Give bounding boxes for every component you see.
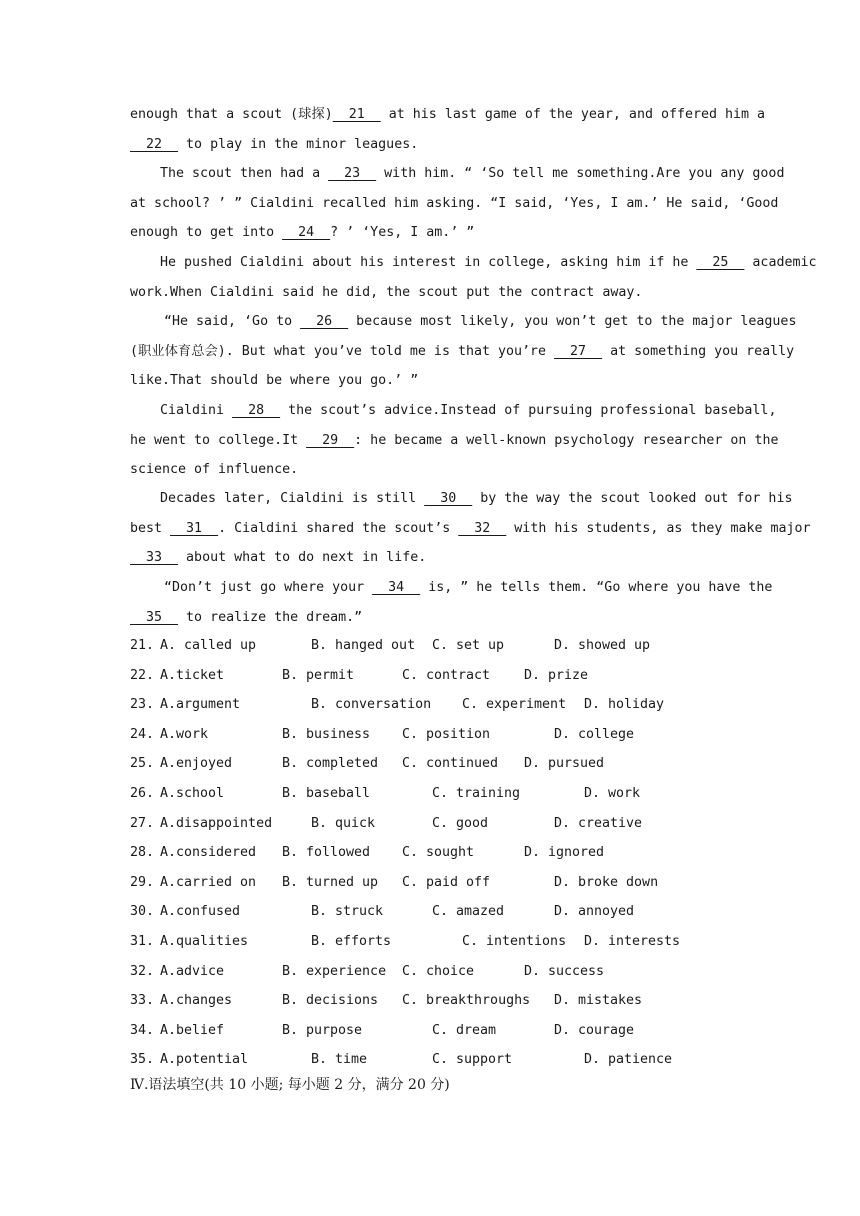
option-a[interactable]: A.ticket — [160, 667, 225, 683]
passage-text: He pushed Cialdini about his interest in college, asking him if he — [160, 255, 697, 270]
option-a[interactable]: A. called up — [160, 638, 257, 653]
passage-text: ? ’ ‘Yes, I am.’ ” — [330, 225, 475, 241]
blank-number[interactable]: 32 — [458, 520, 507, 536]
option-a[interactable]: A.advice — [160, 963, 225, 979]
passage-line — [130, 248, 817, 278]
question-number: 31. — [130, 933, 155, 949]
passage-line — [130, 159, 785, 189]
option-a[interactable]: A.confused — [160, 904, 241, 920]
question-number: 21. — [130, 638, 155, 653]
option-d[interactable]: D. patience — [584, 1052, 673, 1068]
option-d[interactable]: D. ignored — [524, 845, 605, 861]
passage-line — [130, 573, 773, 603]
blank-number[interactable]: 27 — [554, 343, 603, 359]
passage-line — [130, 189, 779, 219]
option-a[interactable]: A.changes — [160, 993, 233, 1009]
option-d[interactable]: D. creative — [554, 815, 643, 831]
option-b[interactable]: B. decisions — [282, 993, 379, 1009]
passage-text: at something you really — [602, 343, 795, 359]
option-b[interactable]: B. followed — [282, 845, 371, 861]
option-d[interactable]: D. interests — [584, 933, 681, 949]
option-a[interactable]: A.enjoyed — [160, 756, 233, 772]
passage-line — [130, 307, 797, 337]
passage-line — [130, 543, 732, 573]
passage-line — [130, 484, 793, 514]
option-d[interactable]: D. courage — [554, 1022, 635, 1038]
passage-text: by the way the scout looked out for his — [472, 491, 793, 506]
option-c[interactable]: C. support — [432, 1052, 513, 1068]
option-b[interactable]: B. hanged out — [311, 638, 416, 653]
passage-line — [130, 366, 732, 396]
question-number: 22. — [130, 667, 155, 683]
option-b[interactable]: B. completed — [282, 756, 379, 772]
question-number: 27. — [130, 815, 155, 831]
passage-text: to realize the dream.” — [178, 609, 363, 625]
option-row — [130, 779, 750, 809]
option-b[interactable]: B. conversation — [311, 697, 432, 713]
blank-number[interactable]: 30 — [424, 491, 473, 506]
option-row — [130, 809, 750, 839]
option-row — [130, 986, 750, 1016]
passage-text: because most likely, you won’t get to the major leagues — [348, 314, 797, 329]
question-number: 33. — [130, 993, 155, 1009]
option-d[interactable]: D. work — [584, 785, 641, 801]
option-c[interactable]: C. contract — [402, 667, 491, 683]
option-b[interactable]: B. turned up — [282, 874, 379, 890]
option-a[interactable]: A.considered — [160, 845, 257, 861]
passage-paragraph — [130, 100, 766, 159]
question-number: 34. — [130, 1022, 155, 1038]
blank-number[interactable]: 23 — [328, 166, 377, 181]
option-d[interactable]: D. mistakes — [554, 993, 643, 1009]
passage-text: Decades later, Cialdini is still — [160, 491, 425, 506]
passage-line — [130, 130, 732, 160]
passage-line — [130, 603, 732, 633]
passage-paragraph — [130, 573, 773, 632]
question-number: 29. — [130, 874, 155, 890]
option-c[interactable]: C. breakthroughs — [402, 993, 531, 1009]
blank-number[interactable]: 26 — [300, 314, 349, 329]
passage-text: : he became a well-known psychology researcher on the — [354, 432, 779, 448]
option-row — [130, 1045, 750, 1075]
option-d[interactable]: D. pursued — [524, 756, 605, 772]
passage-text: (职业体育总会). But what you’ve told me is that you’re — [130, 343, 555, 359]
passage-paragraph — [130, 159, 785, 248]
option-row — [130, 720, 750, 750]
option-c[interactable]: C. choice — [402, 963, 475, 979]
passage-text: best — [130, 520, 171, 536]
blank-number[interactable]: 34 — [372, 580, 421, 595]
option-b[interactable]: B. permit — [282, 667, 355, 683]
option-b[interactable]: B. purpose — [282, 1022, 363, 1038]
question-number: 32. — [130, 963, 155, 979]
blank-number[interactable]: 29 — [306, 432, 355, 448]
blank-number[interactable]: 21 — [332, 107, 381, 122]
passage-text: about what to do next in life. — [178, 550, 427, 566]
passage-line — [130, 426, 779, 456]
blank-number[interactable]: 33 — [130, 550, 179, 566]
passage-line — [130, 455, 732, 485]
option-a[interactable]: A.qualities — [160, 933, 249, 949]
option-b[interactable]: B. experience — [282, 963, 387, 979]
option-c[interactable]: C. intentions — [462, 933, 567, 949]
question-number: 25. — [130, 756, 155, 772]
option-d[interactable]: D. broke down — [554, 874, 659, 890]
option-c[interactable]: C. set up — [432, 638, 505, 653]
option-c[interactable]: C. experiment — [462, 697, 567, 713]
option-row — [130, 897, 750, 927]
option-d[interactable]: D. college — [554, 726, 635, 742]
option-c[interactable]: C. sought — [402, 845, 475, 861]
blank-number[interactable]: 25 — [696, 255, 745, 270]
option-b[interactable]: B. baseball — [282, 785, 371, 801]
question-number: 30. — [130, 904, 155, 920]
passage-text: like.That should be where you go.’ ” — [130, 373, 419, 389]
passage-text: . Cialdini shared the scout’s — [218, 520, 459, 536]
option-row — [130, 868, 750, 898]
passage-text: academic — [744, 255, 817, 270]
option-b[interactable]: B. time — [311, 1052, 368, 1068]
passage-text: “Don’t just go where your — [164, 580, 373, 595]
option-a[interactable]: A.potential — [160, 1052, 249, 1068]
section-title: Ⅳ.语法填空(共 10 小题; 每小题 2 分，满分 20 分) — [130, 1077, 450, 1093]
option-c[interactable]: C. paid off — [402, 874, 491, 890]
passage-line — [130, 100, 766, 130]
blank-number[interactable]: 22 — [130, 136, 179, 152]
option-c[interactable]: C. training — [432, 785, 521, 801]
passage-text: with his students, as they make major — [506, 520, 811, 536]
option-c[interactable]: C. position — [402, 726, 491, 742]
option-d[interactable]: D. holiday — [584, 697, 665, 713]
passage-paragraph — [130, 484, 811, 573]
question-number: 24. — [130, 726, 155, 742]
blank-number[interactable]: 31 — [170, 520, 219, 536]
passage-paragraph — [130, 248, 817, 307]
option-row — [130, 927, 750, 957]
option-d[interactable]: D. showed up — [554, 638, 651, 653]
option-c[interactable]: C. amazed — [432, 904, 505, 920]
option-row — [130, 690, 750, 720]
option-d[interactable]: D. success — [524, 963, 605, 979]
option-a[interactable]: A.disappointed — [160, 815, 273, 831]
option-a[interactable]: A.carried on — [160, 874, 257, 890]
passage-line — [130, 337, 795, 367]
passage-paragraph — [130, 396, 779, 485]
passage-text: to play in the minor leagues. — [178, 136, 419, 152]
option-row — [130, 957, 750, 987]
option-a[interactable]: A.school — [160, 785, 225, 801]
passage-line — [130, 218, 732, 248]
passage-text: at his last game of the year, and offered him a — [380, 107, 766, 122]
blank-number[interactable]: 35 — [130, 609, 179, 625]
option-c[interactable]: C. continued — [402, 756, 499, 772]
option-b[interactable]: B. efforts — [311, 933, 392, 949]
passage-text: enough to get into — [130, 225, 283, 241]
option-row — [130, 749, 750, 779]
passage-text: Cialdini — [160, 403, 233, 418]
passage-text: The scout then had a — [160, 166, 329, 181]
passage-text: science of influence. — [130, 462, 299, 478]
question-number: 23. — [130, 697, 155, 713]
passage-text: enough that a scout (球探) — [130, 107, 333, 122]
option-b[interactable]: B. business — [282, 726, 371, 742]
option-a[interactable]: A.work — [160, 726, 209, 742]
option-row — [130, 661, 750, 691]
answer-options — [130, 631, 750, 1075]
option-c[interactable]: C. dream — [432, 1022, 497, 1038]
passage-text: with him. “ ‘So tell me something.Are you any good — [376, 166, 785, 181]
passage-text: is, ” he tells them. “Go where you have the — [420, 580, 773, 595]
option-b[interactable]: B. quick — [311, 815, 376, 831]
option-c[interactable]: C. good — [432, 815, 489, 831]
passage-text: “He said, ‘Go to — [164, 314, 301, 329]
option-a[interactable]: A.belief — [160, 1022, 225, 1038]
option-row — [130, 1016, 750, 1046]
passage-line — [130, 278, 732, 308]
question-number: 26. — [130, 785, 155, 801]
passage-text: he went to college.It — [130, 432, 307, 448]
blank-number[interactable]: 24 — [282, 225, 331, 241]
question-number: 28. — [130, 845, 155, 861]
question-number: 35. — [130, 1052, 155, 1068]
option-row — [130, 631, 750, 661]
option-d[interactable]: D. prize — [524, 667, 589, 683]
passage-text: at school? ’ ” Cialdini recalled him asking. “I said, ‘Yes, I am.’ He said, ‘Good — [130, 195, 779, 211]
passage-paragraph — [130, 307, 797, 396]
passage-text: the scout’s advice.Instead of pursuing professional baseball, — [280, 403, 777, 418]
option-a[interactable]: A.argument — [160, 697, 241, 713]
option-d[interactable]: D. annoyed — [554, 904, 635, 920]
passage-text: work.When Cialdini said he did, the scout put the contract away. — [130, 284, 643, 300]
passage-line — [130, 514, 811, 544]
option-b[interactable]: B. struck — [311, 904, 384, 920]
blank-number[interactable]: 28 — [232, 403, 281, 418]
passage-line — [130, 396, 777, 426]
option-row — [130, 838, 750, 868]
